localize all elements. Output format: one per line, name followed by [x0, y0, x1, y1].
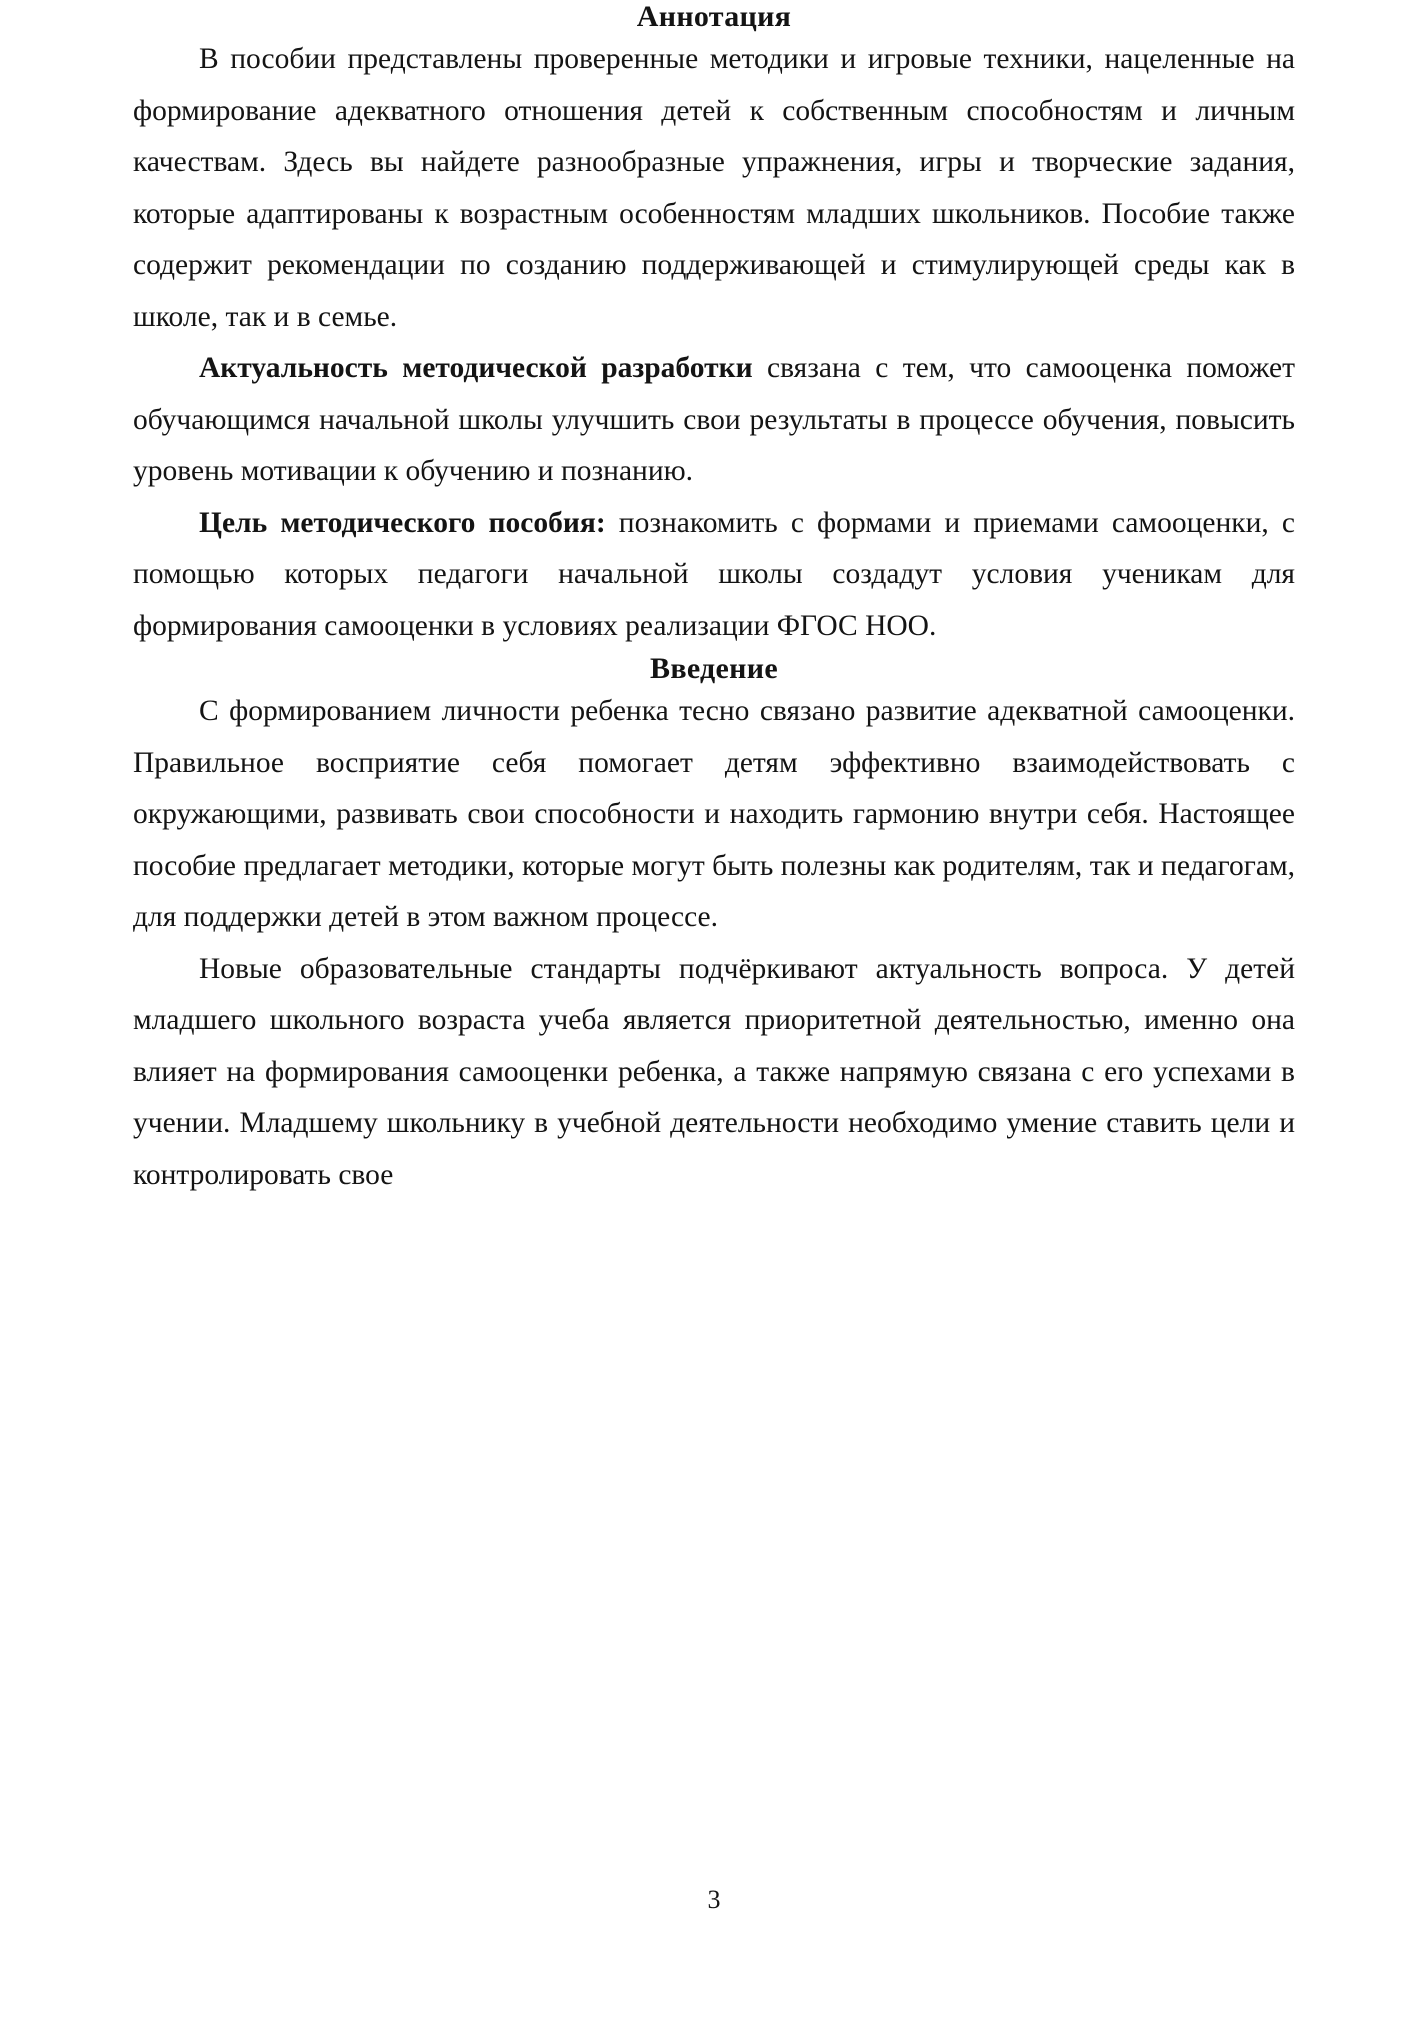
page-content: [133, 0, 1295, 1201]
introduction-paragraph-1: [133, 686, 1295, 944]
introduction-paragraph-2-text: Новые образовательные стандарты подчёркивают актуальность вопроса. У детей младшего школьного возраста учеба является приоритетной деятельностью, именно она влияет на формирования самооценки ребенка, а также напрямую связана с его успехами в учении. Младшему школьнику в учебной деятельности необходимо умение ставить цели и контролировать свое: [133, 952, 1295, 1191]
annotation-paragraph-2-lead: Актуальность методической разработки: [199, 352, 753, 384]
annotation-paragraph-3-text: познакомить с формами и приемами самооценки, с помощью которых педагоги начальной школы создадут условия ученикам для формирования самооценки в условиях реализации ФГОС НОО.: [133, 506, 1295, 642]
annotation-paragraph-3: [133, 498, 1295, 653]
introduction-paragraph-1-text: С формированием личности ребенка тесно связано развитие адекватной самооценки. Правильное восприятие себя помогает детям эффективно взаимодействовать с окружающими, развивать свои способности и находить гармонию внутри себя. Настоящее пособие предлагает методики, которые могут быть полезны как родителям, так и педагогам, для поддержки детей в этом важном процессе.: [133, 695, 1295, 933]
annotation-heading: Аннотация: [636, 0, 792, 33]
introduction-paragraph-2: [133, 944, 1295, 1202]
annotation-paragraph-2: [133, 343, 1295, 498]
annotation-paragraph-2-text: связана с тем, что самооценка поможет обучающимся начальной школы улучшить свои результаты в процессе обучения, повысить уровень мотивации к обучению и познанию.: [133, 352, 1295, 487]
annotation-paragraph-3-lead: Цель методического пособия:: [199, 506, 606, 539]
page-number: 3: [707, 1885, 721, 1914]
annotation-paragraph-1: [133, 34, 1295, 343]
annotation-paragraph-1-text: В пособии представлены проверенные методики и игровые техники, нацеленные на формирование адекватного отношения детей к собственным способностям и личным качествам. Здесь вы найдете разнообразные упражнения, игры и творческие задания, которые адаптированы к возрастным особенностям младших школьников. Пособие также содержит рекомендации по созданию поддерживающей и стимулирующей среды как в школе, так и в семье.: [133, 43, 1295, 333]
introduction-heading: Введение: [650, 652, 778, 685]
